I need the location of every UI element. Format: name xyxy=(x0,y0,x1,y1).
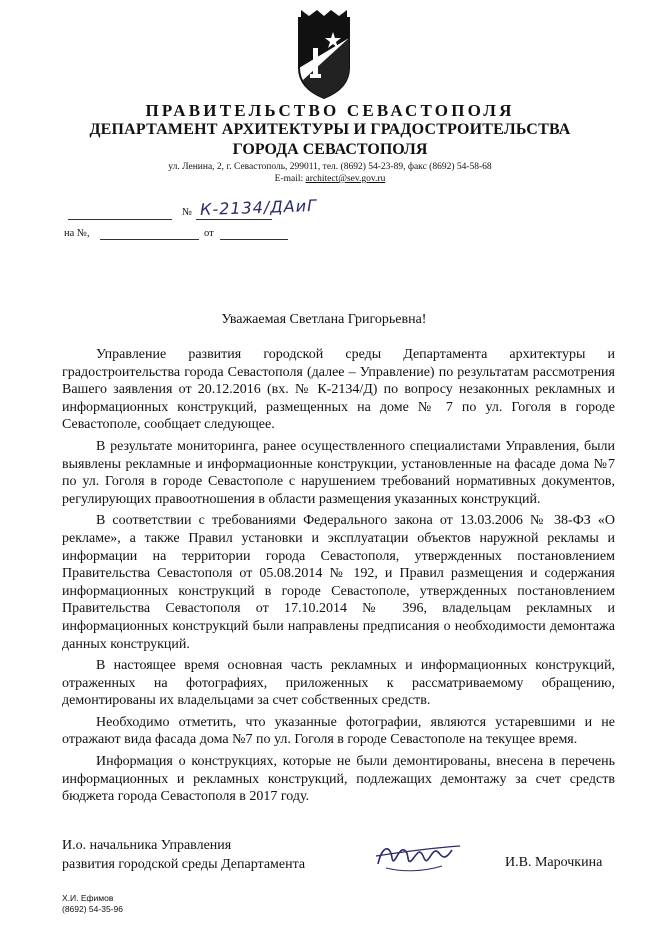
handwritten-signature xyxy=(372,838,462,878)
department-title: ДЕПАРТАМЕНТ АРХИТЕКТУРЫ И ГРАДОСТРОИТЕЛЬСТВА xyxy=(89,121,571,138)
signer-name: И.В. Марочкина xyxy=(505,855,603,870)
letter-body xyxy=(62,346,615,810)
outgoing-date-line xyxy=(68,219,172,220)
signature-position xyxy=(62,836,305,874)
handwritten-registration-number: К-2134/ДАиГ xyxy=(199,195,318,220)
paragraph-1: Управление развития городской среды Департамента архитектуры и градостроительства города Севастополя (далее – Управление) по результатам рассмотрения Вашего заявления от 20.12.2016 (вх. № К-2134/Д) по вопросу незаконных рекламных и информационных конструкций, размещенных на доме № 7 по ул. Гоголя в городе Севастополе, сообщает следующее. xyxy=(62,347,615,433)
position-line-2: развития городской среды Департамента xyxy=(62,857,306,872)
reply-date-line xyxy=(220,239,288,240)
number-sign: № xyxy=(182,207,193,218)
government-title: ПРАВИТЕЛЬСТВО СЕВАСТОПОЛЯ xyxy=(145,101,515,120)
paragraph-4: В настоящее время основная часть рекламных и информационных конструкций, отраженных на фотографиях, приложенных к рассматриваемому обращению, демонтированы их владельцами за счет собственных средств. xyxy=(62,658,615,709)
address-line: ул. Ленина, 2, г. Севастополь, 299011, тел. (8692) 54-23-89, факс (8692) 54-58-68 xyxy=(168,162,492,172)
contacts-block xyxy=(60,161,600,185)
reply-number-line xyxy=(100,239,199,240)
executor-block xyxy=(62,893,123,915)
paragraph-5: Необходимо отметить, что указанные фотографии, являются устаревшими и не отражают вида фасада дома №7 по ул. Гоголя в городе Севастополе на текущее время. xyxy=(62,714,615,748)
email-link[interactable]: architect@sev.gov.ru xyxy=(305,174,386,184)
position-line-1: И.о. начальника Управления xyxy=(62,838,232,853)
coat-of-arms-sevastopol xyxy=(297,8,351,100)
salutation: Уважаемая Светлана Григорьевна! xyxy=(221,312,427,327)
email-line xyxy=(60,173,600,185)
paragraph-6: Информация о конструкциях, которые не были демонтированы, внесена в перечень информационных и рекламных конструкций, подлежащих демонтажу за счет средств бюджета города Севастополя в 2017 году. xyxy=(62,754,615,805)
outgoing-number-line xyxy=(196,219,272,220)
reply-to-number-label: на №, xyxy=(64,228,90,239)
executor-phone: (8692) 54-35-96 xyxy=(62,904,123,914)
email-label: E-mail: xyxy=(274,174,306,184)
paragraph-3: В соответствии с требованиями Федерального закона от 13.03.2006 № 38-ФЗ «О рекламе», а также Правил установки и эксплуатации объектов наружной рекламы и информации на территории города Севастополя, утвержденных постановлением Правительства Севастополя от 05.08.2014 № 192, и Правил размещения и содержания информационных конструкций в городе Севастополе, утвержденных постановлением Правительства Севастополя от 17.10.2014 № 396, владельцам рекламных и информационных конструкций были направлены предписания о необходимости демонтажа данных конструкций. xyxy=(62,513,615,652)
paragraph-2: В результате мониторинга, ранее осуществленного специалистами Управления, были выявлены рекламные и информационные конструкции, установленные на фасаде дома №7 по ул. Гоголя в городе Севастополе с нарушением требований нормативных документов, регулирующих правоотношения в области размещения указанных конструкций. xyxy=(62,438,615,507)
reply-from-label: от xyxy=(204,228,214,239)
department-city: ГОРОДА СЕВАСТОПОЛЯ xyxy=(232,141,428,158)
executor-name: Х.И. Ефимов xyxy=(62,893,114,903)
